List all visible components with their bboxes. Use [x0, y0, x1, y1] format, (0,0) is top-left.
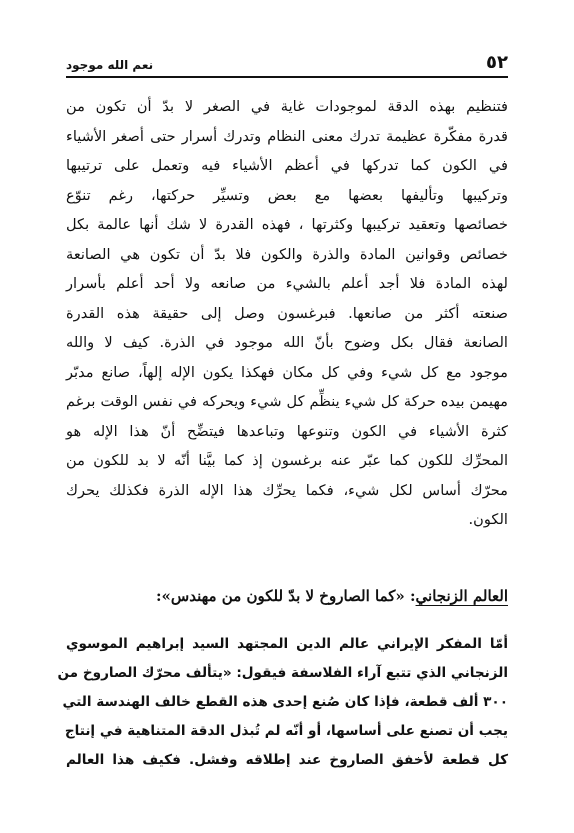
text-line: صنعته أكثر من صانعها. فبرغسون وصل إلى حقيقة هذه القدرة [66, 304, 508, 322]
text-line: كثرة الأشياء في الكون وتنوعها وتباعدها فيتضِّح أنّ هذا الإله هو [66, 422, 508, 440]
text-line: وتركيبها وتأليفها بعضها مع بعض وتسيِّر حركتها، رغم تنوّع [66, 186, 508, 204]
text-line: الزنجاني الذي تتبع آراء الفلاسفة فيقول: «يتألف محرّك الصاروخ من [57, 665, 508, 681]
body-paragraph-1 [66, 92, 508, 535]
text-line: موجود مع كل شيء وفي كل مكان فهكذا يكون الإله إلهاً، صانع مدبّر [66, 363, 508, 381]
text-line: المحرِّك للكون كما عبّر عنه برغسون إذ كما بيَّنا أنّه لا بد للكون من [66, 452, 508, 469]
text-line: أمّا المفكر الإيراني عالم الدين المجتهد السيد إبراهيم الموسوي [66, 636, 508, 652]
running-title: نعم الله موجود [66, 58, 154, 72]
text-line: في الكون كما تدركها في أعظم الأشياء فيه وتعمل على ترتيبها [66, 157, 508, 174]
text-line: خصائص وقوانين المادة والذرة والكون فلا بدّ أن تكون هي الصانعة [66, 245, 508, 263]
text-line: قدرة مفكّرة عظيمة تدرك معنى النظام وتدرك أسرار حتى أصغر الأشياء [66, 127, 508, 145]
heading-speaker: العالم الزنجاني [415, 587, 508, 605]
text-line: ٣٠٠ ألف قطعة، فإذا كان صُنع إحدى هذه القطع خالف الهندسة التي [62, 694, 508, 710]
text-line: خصائصها وتعقيد تركيبها وكثرتها ، فهذه القدرة لا شك أنها عالمة بكل [66, 216, 508, 233]
page-number: ٥٢ [486, 52, 508, 73]
page-header [66, 50, 508, 78]
text-line: يجب أن تصنع على أساسها، أو أنّه لم تُبذل الدقة المتناهية في إنتاج [64, 723, 508, 739]
heading-quote: : «كما الصاروخ لا بدّ للكون من مهندس»: [155, 587, 416, 605]
section-heading [66, 582, 508, 610]
text-line: الصانعة فقال بكل وضوح بأنّ الله موجود في الذرة. كيف لا والله [66, 334, 508, 351]
text-line: مهيمن بيده حركة كل شيء ينظِّم كل شيء ويحركه في نفس الوقت برغم [66, 393, 508, 410]
body-paragraph-2 [57, 630, 508, 775]
text-line: محرّك أساس لكل شيء، فكما يحرِّك هذا الإله الذرة فكذلك يحرك [66, 481, 508, 499]
text-line: لهذه المادة فلا أجد أعلم بالشيء من صانعه ولا أحد أعلم بأسرار [66, 275, 508, 292]
text-line: فتنظيم بهذه الدقة لموجودات غاية في الصغر لا بدّ أن تكون من [66, 98, 508, 115]
text-line: كل قطعة لأخفق الصاروخ عند إطلاقه وفشل. فكيف هذا العالم [66, 752, 508, 768]
text-line: الكون. [468, 511, 508, 528]
